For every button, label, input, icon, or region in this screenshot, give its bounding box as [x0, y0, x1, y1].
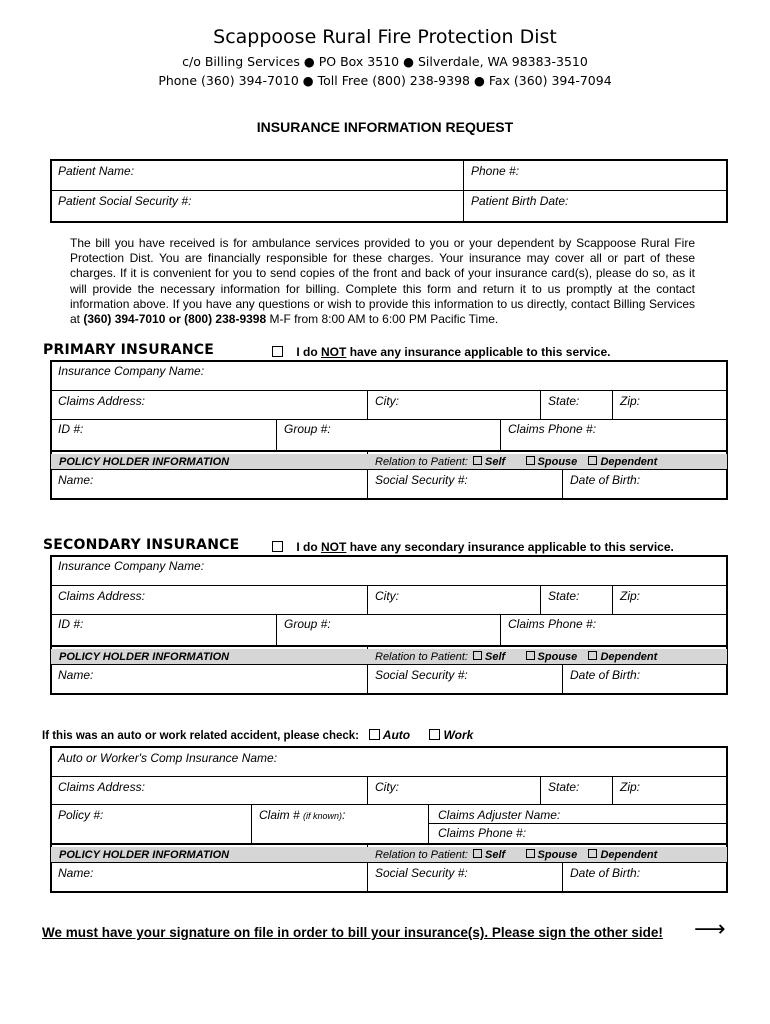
spouse-label: Spouse [537, 456, 578, 468]
divider [562, 862, 563, 892]
primary-city-field[interactable]: City: [375, 394, 399, 408]
spouse-label: Spouse [537, 849, 578, 861]
secondary-none-post: have any secondary insurance applicable to this service. [346, 540, 674, 554]
primary-group-field[interactable]: Group #: [284, 422, 331, 436]
divider [540, 777, 541, 804]
divider [562, 664, 563, 694]
divider [276, 615, 277, 645]
secondary-city-field[interactable]: City: [375, 589, 399, 603]
primary-zip-field[interactable]: Zip: [620, 394, 641, 408]
accident-state-field[interactable]: State: [548, 780, 580, 794]
secondary-holder-dob-field[interactable]: Date of Birth: [570, 668, 641, 682]
policy-number-field[interactable]: Policy #: [58, 808, 104, 822]
divider [500, 420, 501, 450]
primary-relation [375, 456, 657, 468]
signature-reminder: We must have your signature on file in order to bill your insurance(s). Please sign the other side! [42, 925, 663, 940]
divider [51, 450, 727, 452]
divider [51, 776, 727, 777]
divider [500, 615, 501, 645]
divider [51, 664, 727, 665]
claim-label: Claim # [259, 808, 300, 822]
self-checkbox[interactable] [473, 651, 482, 660]
primary-company-field[interactable]: Insurance Company Name: [58, 364, 205, 378]
divider [612, 586, 613, 614]
divider [428, 805, 429, 843]
divider [251, 805, 252, 843]
divider [51, 469, 727, 470]
secondary-none-option[interactable] [272, 540, 674, 554]
accident-claims-phone-field[interactable]: Claims Phone #: [438, 826, 527, 840]
dependent-label: Dependent [600, 651, 658, 663]
divider [612, 391, 613, 419]
auto-label: Auto [382, 728, 411, 742]
accident-question [42, 728, 473, 742]
org-name: Scappoose Rural Fire Protection Dist [213, 26, 557, 48]
divider [367, 586, 368, 614]
instructions-text: The bill you have received is for ambulance services provided to you or your dependent by Scappoose Rural Fire Protection Dist. You are financially responsible for these charges. Your insurance may cover all or part of these charges. If it is convenient for you to send copies of the front and back of your insurance card(s), please do so, as it will provide the necessary information for billing. Complete this form and return it to us promptly at the contact information above. If you have any questions or wish to provide this information to us directly, contact Billing Services at [70, 236, 695, 327]
divider [276, 420, 277, 450]
accident-holder-ssn-field[interactable]: Social Security #: [375, 866, 468, 880]
self-label: Self [485, 651, 506, 663]
divider [51, 862, 727, 863]
relation-label: Relation to Patient: [375, 456, 468, 468]
secondary-none-checkbox[interactable] [272, 541, 283, 552]
accident-holder-name-field[interactable]: Name: [58, 866, 94, 880]
accident-city-field[interactable]: City: [375, 780, 399, 794]
divider [612, 777, 613, 804]
secondary-group-field[interactable]: Group #: [284, 617, 331, 631]
divider [367, 777, 368, 804]
relation-label: Relation to Patient: [375, 849, 468, 861]
patient-birth-field[interactable]: Patient Birth Date: [471, 194, 569, 208]
divider [51, 419, 727, 420]
primary-none-checkbox[interactable] [272, 346, 283, 357]
divider [540, 586, 541, 614]
secondary-state-field[interactable]: State: [548, 589, 580, 603]
primary-address-field[interactable]: Claims Address: [58, 394, 145, 408]
dependent-label: Dependent [600, 456, 658, 468]
policy-holder-heading: POLICY HOLDER INFORMATION [59, 651, 230, 663]
secondary-relation [375, 651, 657, 663]
org-address: c/o Billing Services ● PO Box 3510 ● Silverdale, WA 98383-3510 [182, 54, 588, 69]
self-checkbox[interactable] [473, 456, 482, 465]
spouse-checkbox[interactable] [526, 849, 535, 858]
claim-note: (if known) [303, 811, 343, 821]
accident-relation [375, 849, 657, 861]
divider [51, 390, 727, 391]
self-label: Self [485, 849, 506, 861]
form-title: INSURANCE INFORMATION REQUEST [256, 119, 514, 135]
primary-holder-ssn-field[interactable]: Social Security #: [375, 473, 468, 487]
claims-adjuster-field[interactable]: Claims Adjuster Name: [438, 808, 561, 822]
divider [463, 160, 464, 222]
spouse-checkbox[interactable] [526, 456, 535, 465]
dependent-checkbox[interactable] [588, 849, 597, 858]
accident-zip-field[interactable]: Zip: [620, 780, 641, 794]
primary-holder-dob-field[interactable]: Date of Birth: [570, 473, 641, 487]
primary-insurance-title: PRIMARY INSURANCE [43, 342, 214, 358]
billing-phone: (360) 394-7010 or (800) 238-9398 [83, 312, 267, 327]
work-label: Work [443, 728, 474, 742]
self-checkbox[interactable] [473, 849, 482, 858]
dependent-checkbox[interactable] [588, 651, 597, 660]
primary-none-post: have any insurance applicable to this service. [346, 345, 611, 359]
accident-address-field[interactable]: Claims Address: [58, 780, 145, 794]
work-checkbox[interactable] [429, 729, 440, 740]
secondary-id-field[interactable]: ID #: [58, 617, 84, 631]
self-label: Self [485, 456, 506, 468]
dependent-checkbox[interactable] [588, 456, 597, 465]
divider [51, 585, 727, 586]
secondary-none-pre: I do [296, 540, 322, 554]
secondary-zip-field[interactable]: Zip: [620, 589, 641, 603]
secondary-claims-phone-field[interactable]: Claims Phone #: [508, 617, 597, 631]
divider [562, 469, 563, 499]
patient-box [50, 159, 728, 223]
primary-none-option[interactable] [272, 345, 610, 359]
relation-label: Relation to Patient: [375, 651, 468, 663]
auto-checkbox[interactable] [369, 729, 380, 740]
instructions-hours: M-F from 8:00 AM to 6:00 PM Pacific Time. [266, 312, 499, 327]
secondary-insurance-title: SECONDARY INSURANCE [43, 537, 240, 553]
policy-holder-heading: POLICY HOLDER INFORMATION [59, 849, 230, 861]
secondary-company-field[interactable]: Insurance Company Name: [58, 559, 205, 573]
comp-insurance-name-field[interactable]: Auto or Worker's Comp Insurance Name: [58, 751, 278, 765]
primary-state-field[interactable]: State: [548, 394, 580, 408]
secondary-none-not: NOT [321, 540, 347, 554]
spouse-label: Spouse [537, 651, 578, 663]
divider [428, 823, 727, 824]
divider [51, 645, 727, 647]
dependent-label: Dependent [600, 849, 658, 861]
accident-question-text: If this was an auto or work related accident, please check: [42, 730, 359, 742]
primary-none-pre: I do [296, 345, 322, 359]
divider [367, 391, 368, 419]
divider [51, 843, 727, 845]
divider [51, 190, 727, 191]
claim-colon: : [342, 808, 346, 822]
patient-name-field[interactable]: Patient Name: [58, 164, 135, 178]
arrow-right-icon: ⟶ [694, 917, 726, 942]
secondary-holder-ssn-field[interactable]: Social Security #: [375, 668, 468, 682]
org-contacts: Phone (360) 394-7010 ● Toll Free (800) 238-9398 ● Fax (360) 394-7094 [158, 73, 612, 88]
claim-number-field[interactable] [259, 808, 345, 822]
primary-claims-phone-field[interactable]: Claims Phone #: [508, 422, 597, 436]
secondary-holder-name-field[interactable]: Name: [58, 668, 94, 682]
primary-holder-name-field[interactable]: Name: [58, 473, 94, 487]
primary-id-field[interactable]: ID #: [58, 422, 84, 436]
primary-none-not: NOT [321, 345, 347, 359]
instructions-paragraph [70, 236, 695, 327]
policy-holder-heading: POLICY HOLDER INFORMATION [59, 456, 230, 468]
divider [51, 804, 727, 805]
divider [540, 391, 541, 419]
accident-holder-dob-field[interactable]: Date of Birth: [570, 866, 641, 880]
secondary-address-field[interactable]: Claims Address: [58, 589, 145, 603]
divider [51, 614, 727, 615]
patient-phone-field[interactable]: Phone #: [471, 164, 520, 178]
spouse-checkbox[interactable] [526, 651, 535, 660]
patient-ssn-field[interactable]: Patient Social Security #: [58, 194, 192, 208]
